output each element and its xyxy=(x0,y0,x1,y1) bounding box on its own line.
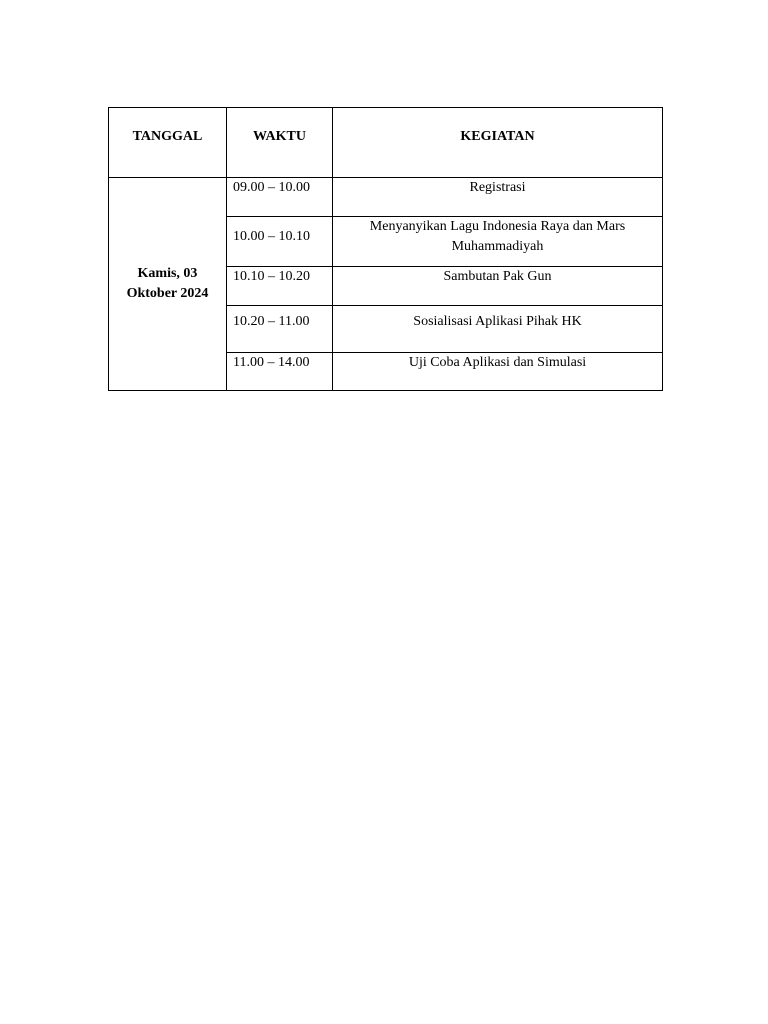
activity-cell xyxy=(333,267,663,306)
date-cell xyxy=(109,178,227,391)
schedule-table xyxy=(108,107,663,391)
activity-text: Uji Coba Aplikasi dan Simulasi xyxy=(408,355,587,370)
activity-cell xyxy=(333,178,663,217)
time-cell: 10.10 – 10.20 xyxy=(227,267,333,306)
header-activity: KEGIATAN xyxy=(333,108,663,178)
time-cell: 09.00 – 10.00 xyxy=(227,178,333,217)
header-time: WAKTU xyxy=(227,108,333,178)
time-cell: 10.20 – 11.00 xyxy=(227,306,333,353)
activity-text: Sambutan Pak Gun xyxy=(443,269,552,284)
activity-cell xyxy=(333,217,663,267)
activity-text: Registrasi xyxy=(469,180,526,195)
activity-text: Menyanyikan Lagu Indonesia Raya dan Mars xyxy=(369,219,626,234)
date-line-1: Kamis, 03 xyxy=(137,266,198,281)
time-cell: 11.00 – 14.00 xyxy=(227,353,333,391)
time-cell: 10.00 – 10.10 xyxy=(227,217,333,267)
activity-cell xyxy=(333,353,663,391)
activity-cell xyxy=(333,306,663,353)
header-date: TANGGAL xyxy=(109,108,227,178)
header-row xyxy=(109,108,663,178)
activity-text: Sosialisasi Aplikasi Pihak HK xyxy=(413,314,582,329)
date-line-2: Oktober 2024 xyxy=(126,286,209,301)
activity-text-line-2: Muhammadiyah xyxy=(451,239,544,254)
table-row xyxy=(109,178,663,217)
